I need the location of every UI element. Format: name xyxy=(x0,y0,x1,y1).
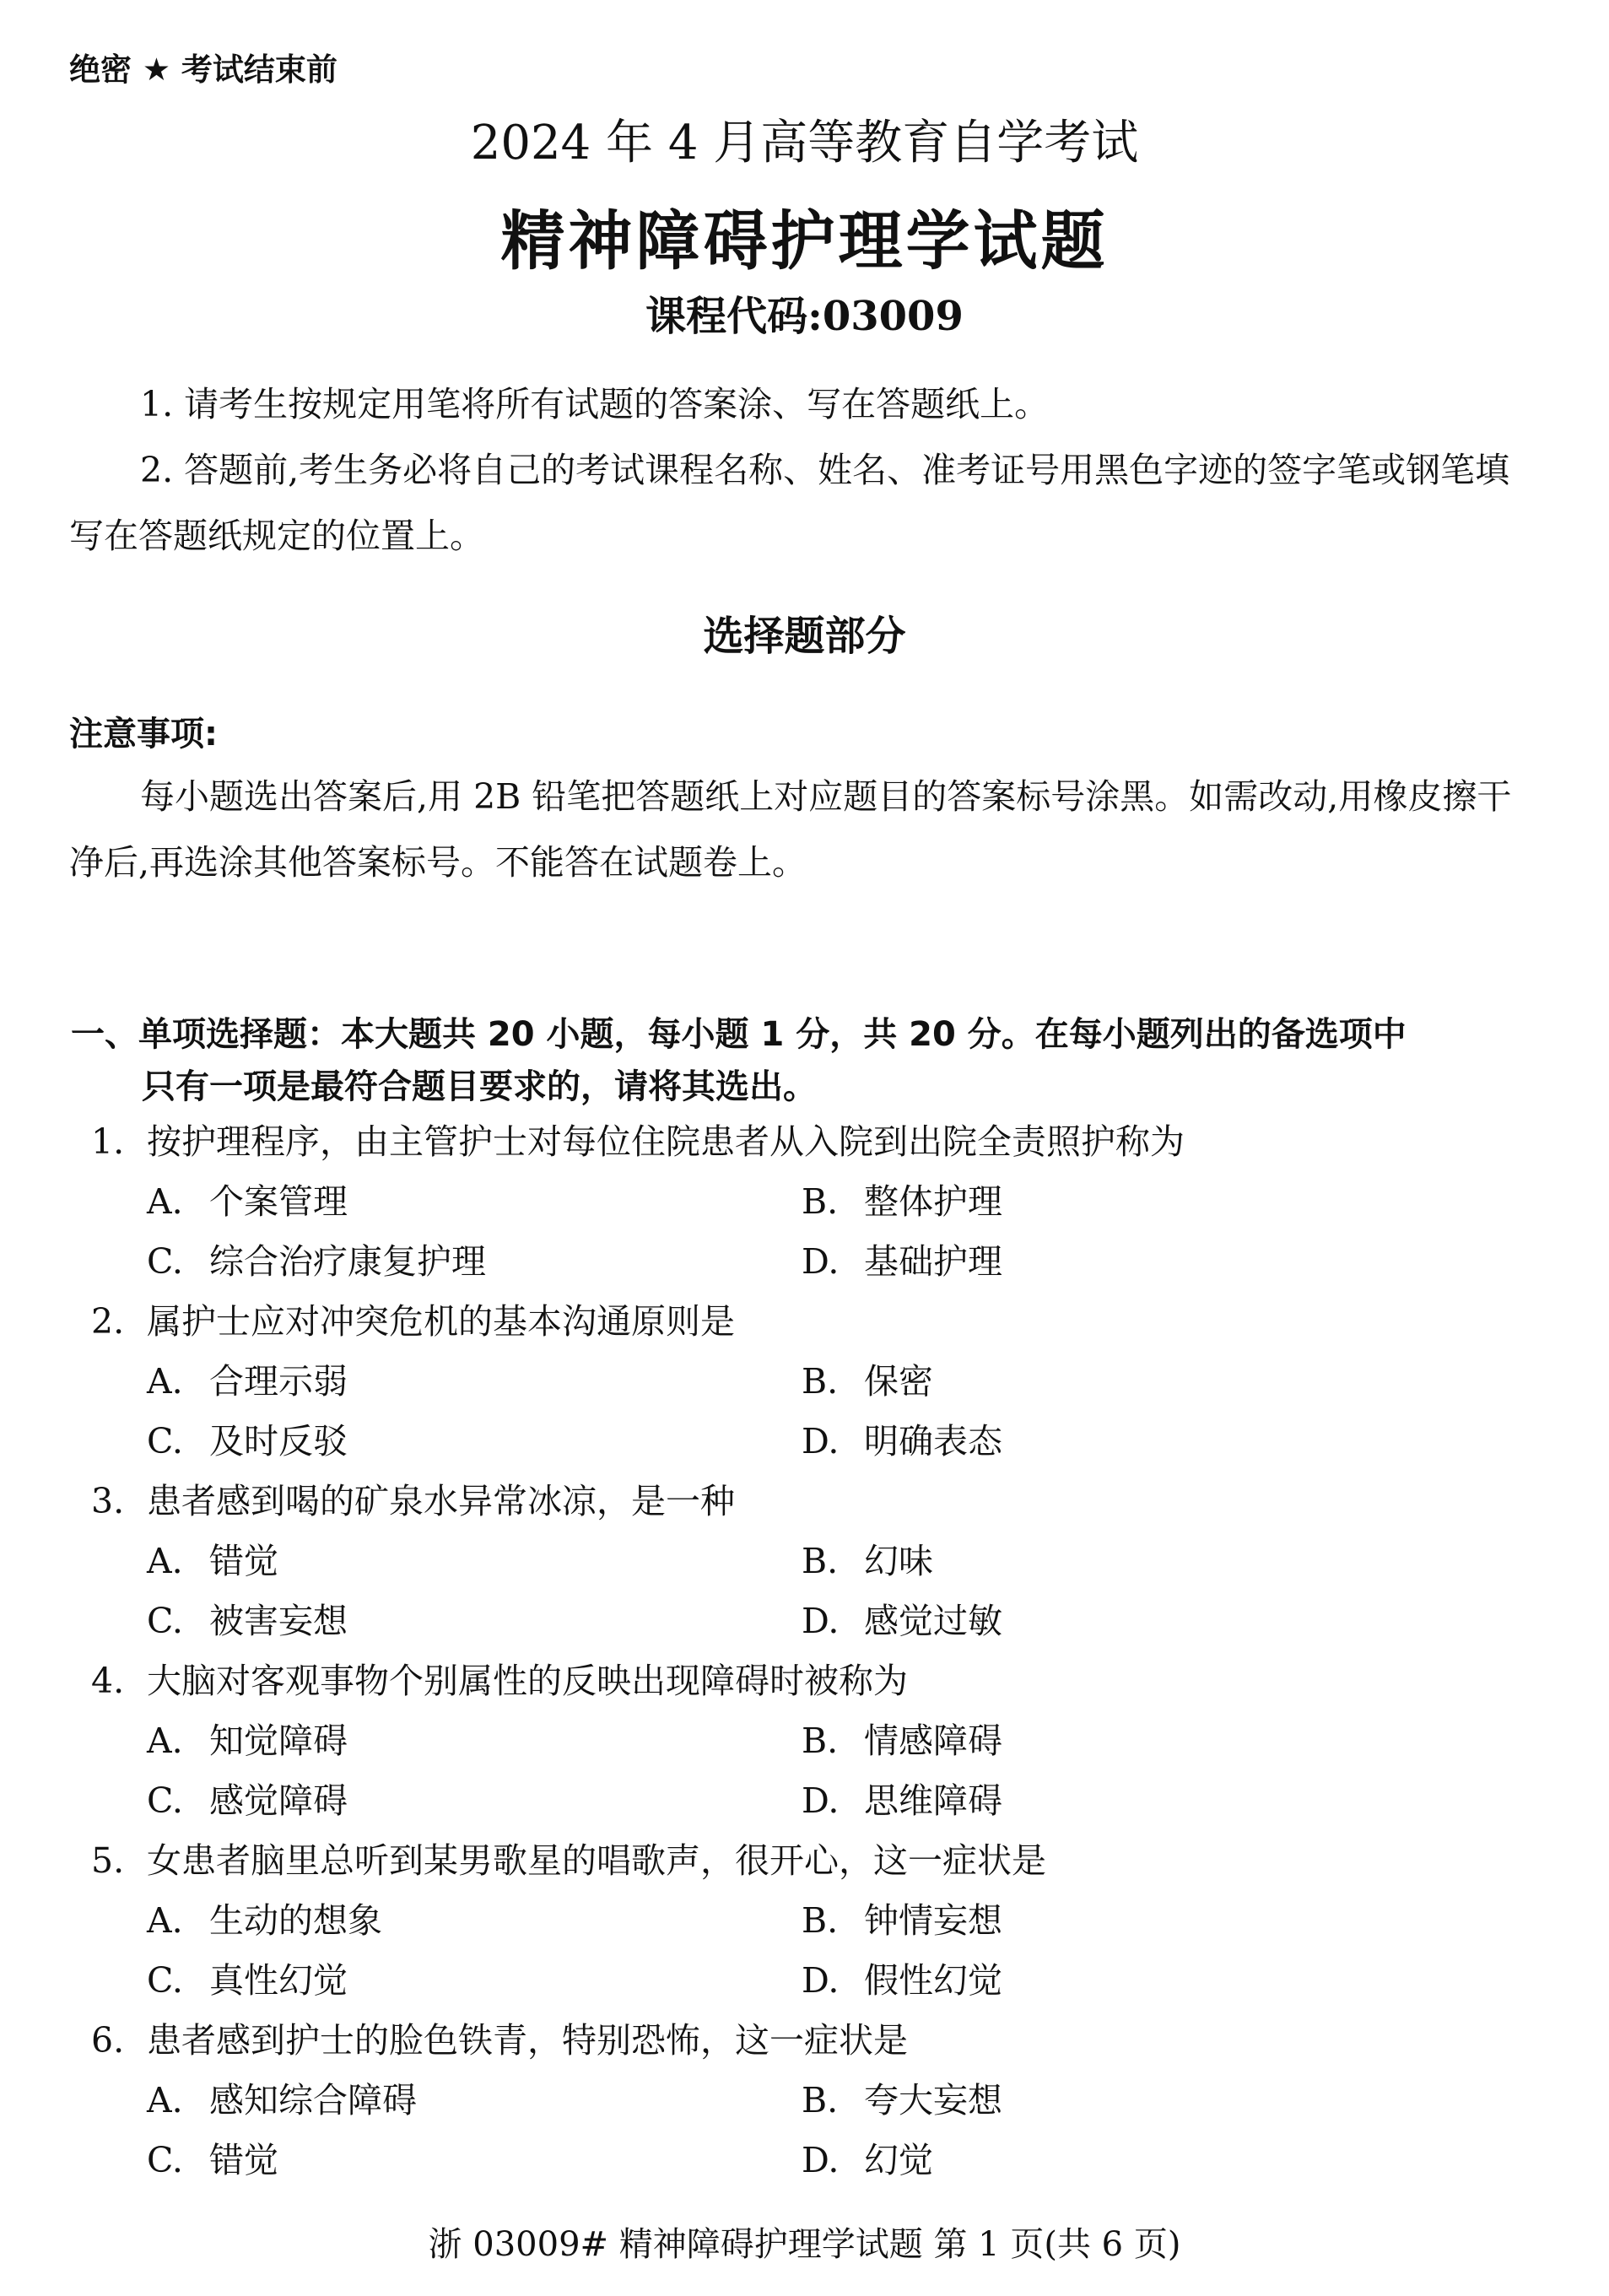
option-b: B. 保密 xyxy=(802,1361,933,1402)
question-number: 2. xyxy=(91,1301,125,1342)
option-row xyxy=(0,1771,1609,1831)
option-row xyxy=(0,1232,1609,1292)
question-stem xyxy=(0,1472,1609,1532)
option-row xyxy=(0,1891,1609,1951)
option-row xyxy=(0,1412,1609,1472)
option-row xyxy=(0,1951,1609,2011)
option-row xyxy=(0,1532,1609,1591)
question-text: 大脑对客观事物个别属性的反映出现障碍时被称为 xyxy=(147,1661,908,1701)
option-a: A. 生动的想象 xyxy=(147,1900,382,1941)
question-stem xyxy=(0,1292,1609,1352)
question-number: 1. xyxy=(91,1121,125,1162)
question-stem xyxy=(0,1831,1609,1891)
confidential-label: 绝密 ★ 考试结束前 xyxy=(69,51,337,88)
option-c: C. 及时反驳 xyxy=(147,1421,348,1461)
option-c: C. 被害妄想 xyxy=(147,1601,348,1641)
question-text: 患者感到护士的脸色铁青，特别恐怖，这一症状是 xyxy=(147,2020,908,2061)
question-number: 3. xyxy=(91,1481,125,1521)
question-text: 患者感到喝的矿泉水异常冰凉，是一种 xyxy=(147,1481,735,1521)
option-row xyxy=(0,1352,1609,1412)
option-b: B. 幻味 xyxy=(802,1541,933,1581)
option-row xyxy=(0,2071,1609,2131)
question-stem xyxy=(0,2011,1609,2071)
page-footer: 浙 03009# 精神障碍护理学试题 第 1 页(共 6 页) xyxy=(428,2225,1181,2264)
instruction-2: 2. 答题前,考生务必将自己的考试课程名称、姓名、准考证号用黑色字迹的签字笔或钢笔填写在答题纸规定的位置上。 xyxy=(69,450,1510,556)
question-text: 女患者脑里总听到某男歌星的唱歌声，很开心，这一症状是 xyxy=(147,1840,1046,1881)
question-number: 6. xyxy=(91,2020,125,2061)
part-one-heading xyxy=(71,1008,1407,1113)
option-d: D. 思维障碍 xyxy=(802,1780,1002,1821)
question-stem xyxy=(0,1651,1609,1711)
option-c: C. 感觉障碍 xyxy=(147,1780,348,1821)
option-d: D. 感觉过敏 xyxy=(802,1601,1002,1641)
option-d: D. 明确表态 xyxy=(802,1421,1002,1461)
section-title: 选择题部分 xyxy=(703,613,906,660)
question-list xyxy=(0,1112,1609,2191)
part-one-heading-line1: 一、单项选择题：本大题共 20 小题，每小题 1 分，共 20 分。在每小题列出的备选项中 xyxy=(71,1015,1407,1054)
course-code: 课程代码:03009 xyxy=(645,293,964,340)
option-a: A. 合理示弱 xyxy=(147,1361,348,1402)
option-row xyxy=(0,1711,1609,1771)
option-d: D. 假性幻觉 xyxy=(802,1960,1002,2001)
option-row xyxy=(0,2131,1609,2191)
option-c: C. 真性幻觉 xyxy=(147,1960,348,2001)
option-row xyxy=(0,1172,1609,1232)
option-a: A. 错觉 xyxy=(147,1541,278,1581)
question-number: 4. xyxy=(91,1661,125,1701)
option-c: C. 错觉 xyxy=(147,2140,278,2180)
notes-text xyxy=(69,764,1537,895)
notes-paragraph: 每小题选出答案后,用 2B 铅笔把答题纸上对应题目的答案标号涂黑。如需改动,用橡皮擦干净后,再选涂其他答案标号。不能答在试题卷上。 xyxy=(69,776,1512,883)
part-one-heading-line2: 只有一项是最符合题目要求的，请将其选出。 xyxy=(142,1067,817,1106)
instruction-1: 1. 请考生按规定用笔将所有试题的答案涂、写在答题纸上。 xyxy=(140,384,1050,424)
option-d: D. 基础护理 xyxy=(802,1241,1002,1282)
option-row xyxy=(0,1591,1609,1651)
paper-title: 精神障碍护理学试题 xyxy=(500,203,1109,278)
option-a: A. 感知综合障碍 xyxy=(147,2080,417,2120)
question-stem xyxy=(0,1112,1609,1172)
option-c: C. 综合治疗康复护理 xyxy=(147,1241,486,1282)
question-number: 5. xyxy=(91,1840,125,1881)
option-b: B. 整体护理 xyxy=(802,1181,1002,1222)
option-b: B. 夸大妄想 xyxy=(802,2080,1002,2120)
option-b: B. 情感障碍 xyxy=(802,1721,1002,1761)
question-text: 属护士应对冲突危机的基本沟通原则是 xyxy=(147,1301,735,1342)
instructions xyxy=(69,371,1537,569)
notes-label: 注意事项: xyxy=(69,715,218,754)
option-a: A. 个案管理 xyxy=(147,1181,348,1222)
question-text: 按护理程序，由主管护士对每位住院患者从入院到出院全责照护称为 xyxy=(147,1121,1185,1162)
option-a: A. 知觉障碍 xyxy=(147,1721,348,1761)
option-d: D. 幻觉 xyxy=(802,2140,933,2180)
option-b: B. 钟情妄想 xyxy=(802,1900,1002,1941)
exam-title: 2024 年 4 月高等教育自学考试 xyxy=(470,116,1139,170)
